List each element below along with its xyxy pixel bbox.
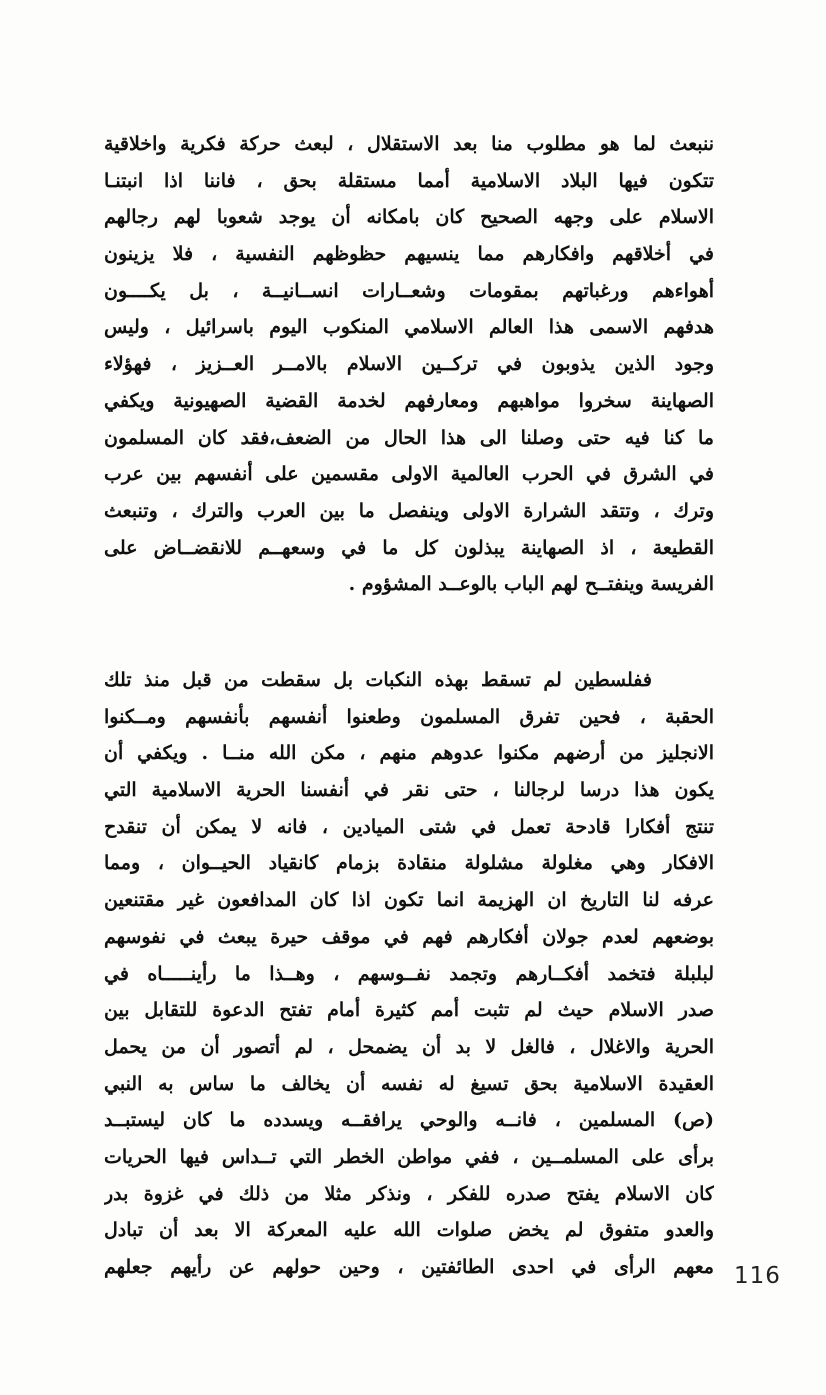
text-line: (ص) المسلمين ، فانــه والوحي يرافقــه ويسدده ما كان ليستبــد xyxy=(104,1109,714,1132)
text-line: صدر الاسلام حيث لم تثبت أمم كثيرة أمام تفتح الدعوة للتقابل بين xyxy=(104,999,714,1022)
text-line: هدفهم الاسمى هذا العالم الاسلامي المنكوب اليوم باسرائيل ، وليس xyxy=(104,316,714,339)
text-line: الحرية والاغلال ، فالغل لا بد أن يضمحل ، لم أتصور أن من يحمل xyxy=(104,1035,714,1058)
text-line: الافكار وهي مغلولة مشلولة منقادة بزمام كانقياد الحيــوان ، ومما xyxy=(104,852,714,875)
text-line: معهم الرأى في احدى الطائفتين ، وحين حولهم عن رأيهم جعلهم xyxy=(104,1256,714,1278)
text-line: وترك ، وتتقد الشرارة الاولى وينفصل ما بين العرب والترك ، وتنبعث xyxy=(104,499,714,522)
text-line: في الشرق في الحرب العالمية الاولى مقسمين على أنفسهم بين عرب xyxy=(104,463,714,486)
text-line: يكون هذا درسا لرجالنا ، حتى نقر في أنفسنا الحرية الاسلامية التي xyxy=(104,779,714,802)
text-line: برأى على المسلمــين ، ففي مواطن الخطر التي تــداس فيها الحريات xyxy=(104,1145,714,1168)
text-line: العقيدة الاسلامية بحق تسيغ له نفسه أن يخالف ما ساس به النبي xyxy=(104,1072,714,1095)
text-line: تنتج أفكارا قادحة تعمل في شتى الميادين ، فانه لا يمكن أن تنقدح xyxy=(104,815,714,838)
text-line: لبلبلة فتخمد أفكــارهم وتجمد نفــوسهم ، وهــذا ما رأينـــــاه في xyxy=(104,962,714,985)
text-line: ففلسطين لم تسقط بهذه النكبات بل سقطت من قبل منذ تلك xyxy=(104,669,652,691)
text-line: الاسلام على وجهه الصحيح كان بامكانه أن يوجد شعوبا لهم رجالهم xyxy=(104,206,714,229)
text-line: الانجليز من أرضهم مكنوا عدوهم منهم ، مكن الله منــا . ويكفي أن xyxy=(104,742,714,765)
text-line: كان الاسلام يفتح صدره للفكر ، ونذكر مثلا من ذلك في غزوة بدر xyxy=(104,1182,714,1205)
text-line: القطيعة ، اذ الصهاينة يبذلون كل ما في وسعهــم للانقضــاض على xyxy=(104,536,714,559)
text-line: ننبعث لما هو مطلوب منا بعد الاستقلال ، لبعث حركة فكرية واخلاقية xyxy=(104,133,714,155)
text-line: عرفه لنا التاريخ ان الهزيمة انما تكون اذا كان المدافعون غير مقتنعين xyxy=(104,889,714,912)
paragraph-1 xyxy=(104,126,714,603)
text-line: والعدو متفوق لم يخض صلوات الله عليه المعركة الا بعد أن تبادل xyxy=(104,1219,714,1242)
text-line: وجود الذين يذوبون في تركــين الاسلام بالامــر العــزيز ، فهؤلاء xyxy=(104,353,714,376)
text-line: ما كنا فيه حتى وصلنا الى هذا الحال من الضعف،فقد كان المسلمون xyxy=(104,426,714,449)
page-number: 116 xyxy=(734,1263,781,1289)
text-line: الحقبة ، فحين تفرق المسلمون وطعنوا أنفسهم بأنفسهم ومــكنوا xyxy=(104,705,714,728)
text-line: أهواءهم ورغباتهم بمقومات وشعــارات انســانيــة ، بل يكــــون xyxy=(104,279,714,302)
text-line: في أخلاقهم وافكارهم مما ينسيهم حظوظهم النفسية ، فلا يزينون xyxy=(104,243,714,266)
text-line: بوضعهم لعدم جولان أفكارهم فهم في موقف حيرة يبعث في نفوسهم xyxy=(104,925,714,948)
text-line: الفريسة وينفتــح لهم الباب بالوعــد المشؤوم . xyxy=(348,573,714,596)
text-line: تتكون فيها البلاد الاسلامية أمما مستقلة بحق ، فاننا اذا انبتنـا xyxy=(104,169,714,192)
text-line: الصهاينة سخروا مواهبهم ومعارفهم لخدمة القضية الصهيونية ويكفي xyxy=(104,389,714,412)
paragraph-2 xyxy=(104,662,714,1286)
